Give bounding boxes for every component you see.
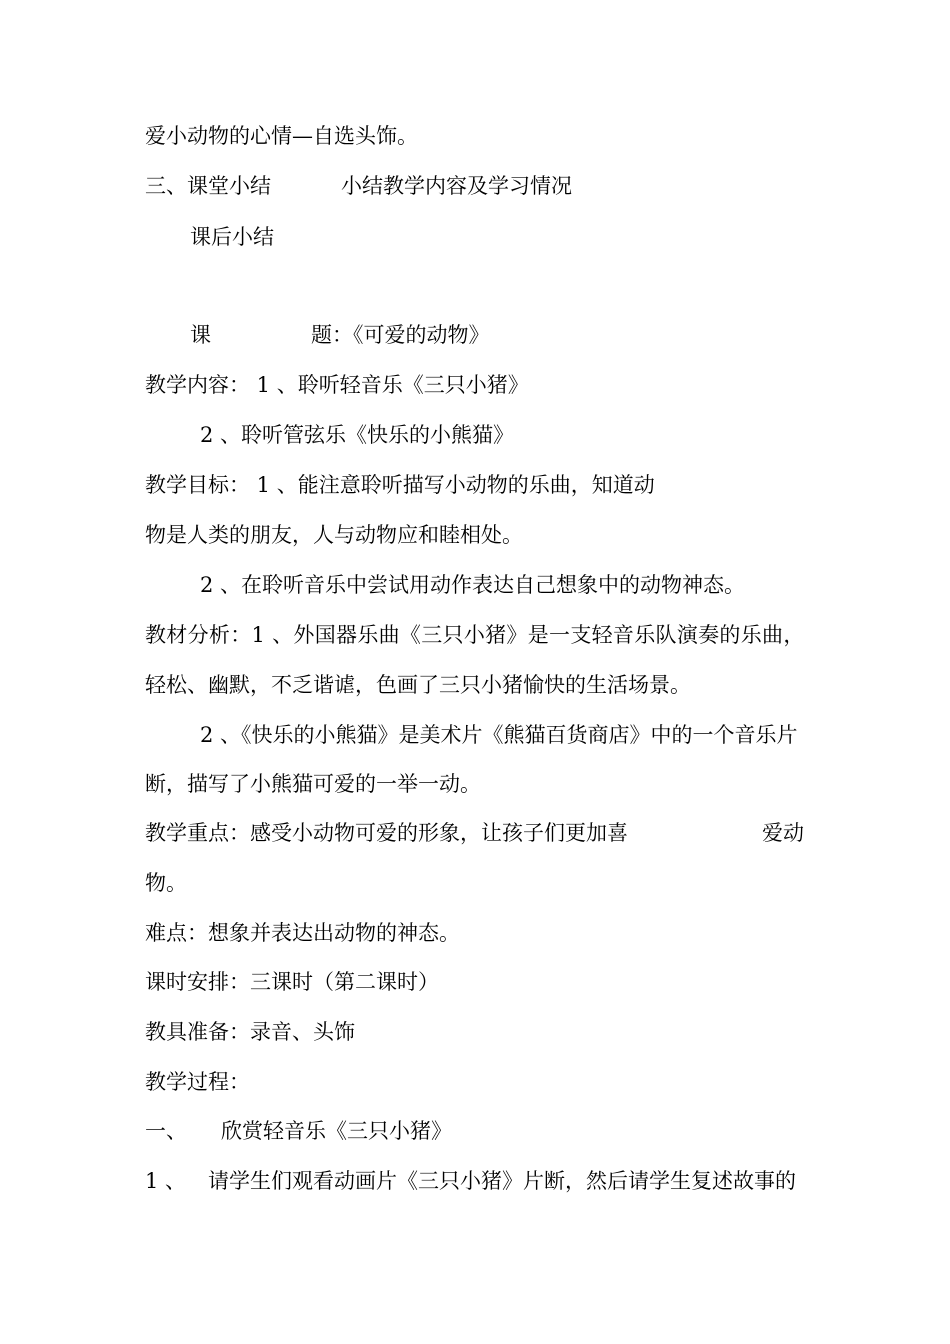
text-line-12: 2 、《快乐的小熊猫》是美术片《熊猫百货商店》中的一个音乐片 (200, 723, 798, 747)
substep-text: 请学生们观看动画片《三只小猪》片断，然后请学生复述故事的 (208, 1169, 797, 1193)
text-line-16: 难点：想象并表达出动物的神态。 (145, 921, 460, 945)
step-title: 欣赏轻音乐《三只小猪》 (221, 1119, 452, 1143)
text-line-21 (145, 1166, 796, 1196)
text-line-10: 教材分析：1 、外国器乐曲《三只小猪》是一支轻音乐队演奏的乐曲， (145, 623, 805, 647)
text-line-15: 物。 (145, 871, 187, 895)
lesson-title-value: 题：《可爱的动物》 (311, 323, 490, 347)
text-line-6: 2 、聆听管弦乐《快乐的小熊猫》 (200, 423, 515, 447)
text-line-9: 2 、在聆听音乐中尝试用动作表达自己想象中的动物神态。 (200, 573, 746, 597)
text-line-7: 教学目标： 1 、能注意聆听描写小动物的乐曲，知道动 (145, 473, 655, 497)
substep-number: 1 、 (145, 1169, 187, 1193)
text-line-1: 爱小动物的心情—自选头饰。 (145, 124, 418, 148)
text-line-18: 教具准备：录音、头饰 (145, 1020, 355, 1044)
text-line-2 (145, 171, 572, 201)
text-line-11: 轻松、幽默，不乏谐谑，色画了三只小猪愉快的生活场景。 (145, 673, 691, 697)
text-line-17: 课时安排：三课时（第二课时） (145, 970, 439, 994)
section-summary: 小结教学内容及学习情况 (341, 174, 572, 198)
text-line-19: 教学过程： (145, 1070, 250, 1094)
lesson-title-line (190, 320, 490, 350)
text-line-8: 物是人类的朋友，人与动物应和睦相处。 (145, 523, 523, 547)
key-point-text: 教学重点：感受小动物可爱的形象，让孩子们更加喜 (145, 821, 628, 845)
step-number: 一、 (145, 1119, 187, 1143)
text-line-14-tail: 爱动 (762, 821, 804, 845)
section-heading: 三、课堂小结 (145, 174, 271, 198)
text-line-20 (145, 1116, 452, 1146)
text-line-14 (145, 818, 628, 848)
text-line-5: 教学内容： 1 、聆听轻音乐《三只小猪》 (145, 373, 529, 397)
text-line-3: 课后小结 (190, 225, 274, 249)
text-line-13: 断，描写了小熊猫可爱的一举一动。 (145, 772, 481, 796)
lesson-title-label: 课 (190, 323, 211, 347)
